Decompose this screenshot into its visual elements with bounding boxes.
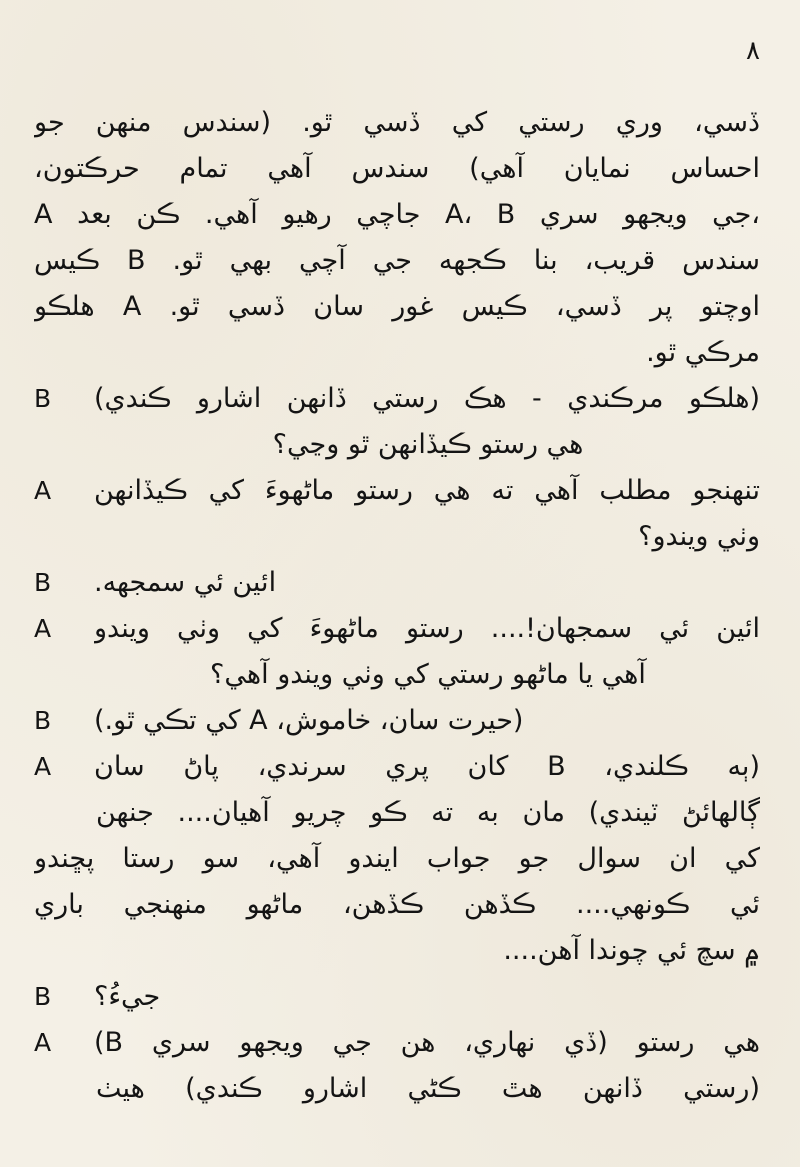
speaker-label: A — [34, 752, 52, 781]
dialogue-text: تنهنجو مطلب آهي ته هي رستو ماڻهوءَ کي ڪيڏانهن — [94, 475, 760, 506]
dialogue-text: ائين ئي سمجهان!.... رستو ماڻهوءَ کي وٺي ويندو — [94, 613, 760, 644]
speaker-label: B — [34, 384, 52, 413]
dialogue-continuation: آهي يا ماڻهو رستي کي وٺي ويندو آهي؟ — [210, 659, 646, 690]
paragraph-line: ڏسي، وري رستي کي ڏسي ٿو. (سندس منهن جو — [34, 107, 760, 138]
text-body — [34, 100, 760, 1112]
speaker-label: A — [34, 1028, 52, 1057]
dialogue-continuation: ڳالهائڻ ٽيندي) مان به ته ڪو چريو آهيان.... جنهن — [96, 797, 760, 828]
paragraph-line: احساس نمايان آهي) سندس آهي تمام حرڪتون، — [34, 153, 760, 184]
paragraph-line: A جاچي رهيو آهي. ڪن بعد A، B جي ويجهو سري، — [34, 199, 760, 230]
dialogue-text: (B ڏي نهاري، هن جي ويجهو سري) هي رستو — [94, 1027, 760, 1058]
page-number: ٨ — [746, 36, 760, 66]
speaker-label: B — [34, 568, 52, 597]
dialogue-continuation: ۾ سچ ئي چوندا آهن.... — [503, 935, 760, 966]
dialogue-line — [34, 744, 760, 790]
dialogue-text: جيءُ؟ — [94, 981, 161, 1012]
dialogue-text: (ٻه ڪلندي، B کان پري سرندي، پاڻ سان — [94, 751, 760, 782]
dialogue-line — [34, 468, 760, 514]
speaker-label: B — [34, 706, 52, 735]
dialogue-continuation: وٺي ويندو؟ — [638, 521, 760, 552]
paragraph-line: سندس قريب، بنا ڪجهه جي آچي بهي ٿو. B ڪيس — [34, 245, 760, 276]
dialogue-text: (حيرت سان، خاموش، A کي تڪي ٿو.) — [94, 705, 524, 736]
speaker-label: B — [34, 982, 52, 1011]
speaker-label: A — [34, 614, 52, 643]
paragraph-line: مرڪي ٿو. — [646, 337, 760, 368]
dialogue-continuation: (رستي ڏانهن هٿ ڪڻي اشارو ڪندي) هيٺ — [96, 1073, 760, 1104]
dialogue-text: ائين ئي سمجهه. — [94, 567, 277, 598]
dialogue-line — [34, 698, 760, 744]
speaker-label: A — [34, 476, 52, 505]
dialogue-line — [34, 974, 760, 1020]
dialogue-line — [34, 376, 760, 422]
dialogue-continuation: هي رستو ڪيڏانهن ٿو وڃي؟ — [272, 429, 584, 460]
dialogue-continuation: کي ان سوال جو جواب ايندو آهي، سو رستا پڇندو — [34, 843, 760, 874]
dialogue-continuation: ئي ڪونهي.... ڪڏهن ڪڏهن، ماڻهو منهنجي باري — [34, 889, 760, 920]
dialogue-line — [34, 606, 760, 652]
paragraph-line: اوچتو پر ڏسي، ڪيس غور سان ڏسي ٿو. A هلڪو — [34, 291, 760, 322]
dialogue-text: (هلڪو مرڪندي - هڪ رستي ڏانهن اشارو ڪندي) — [94, 383, 760, 414]
dialogue-line — [34, 1020, 760, 1066]
dialogue-line — [34, 560, 760, 606]
